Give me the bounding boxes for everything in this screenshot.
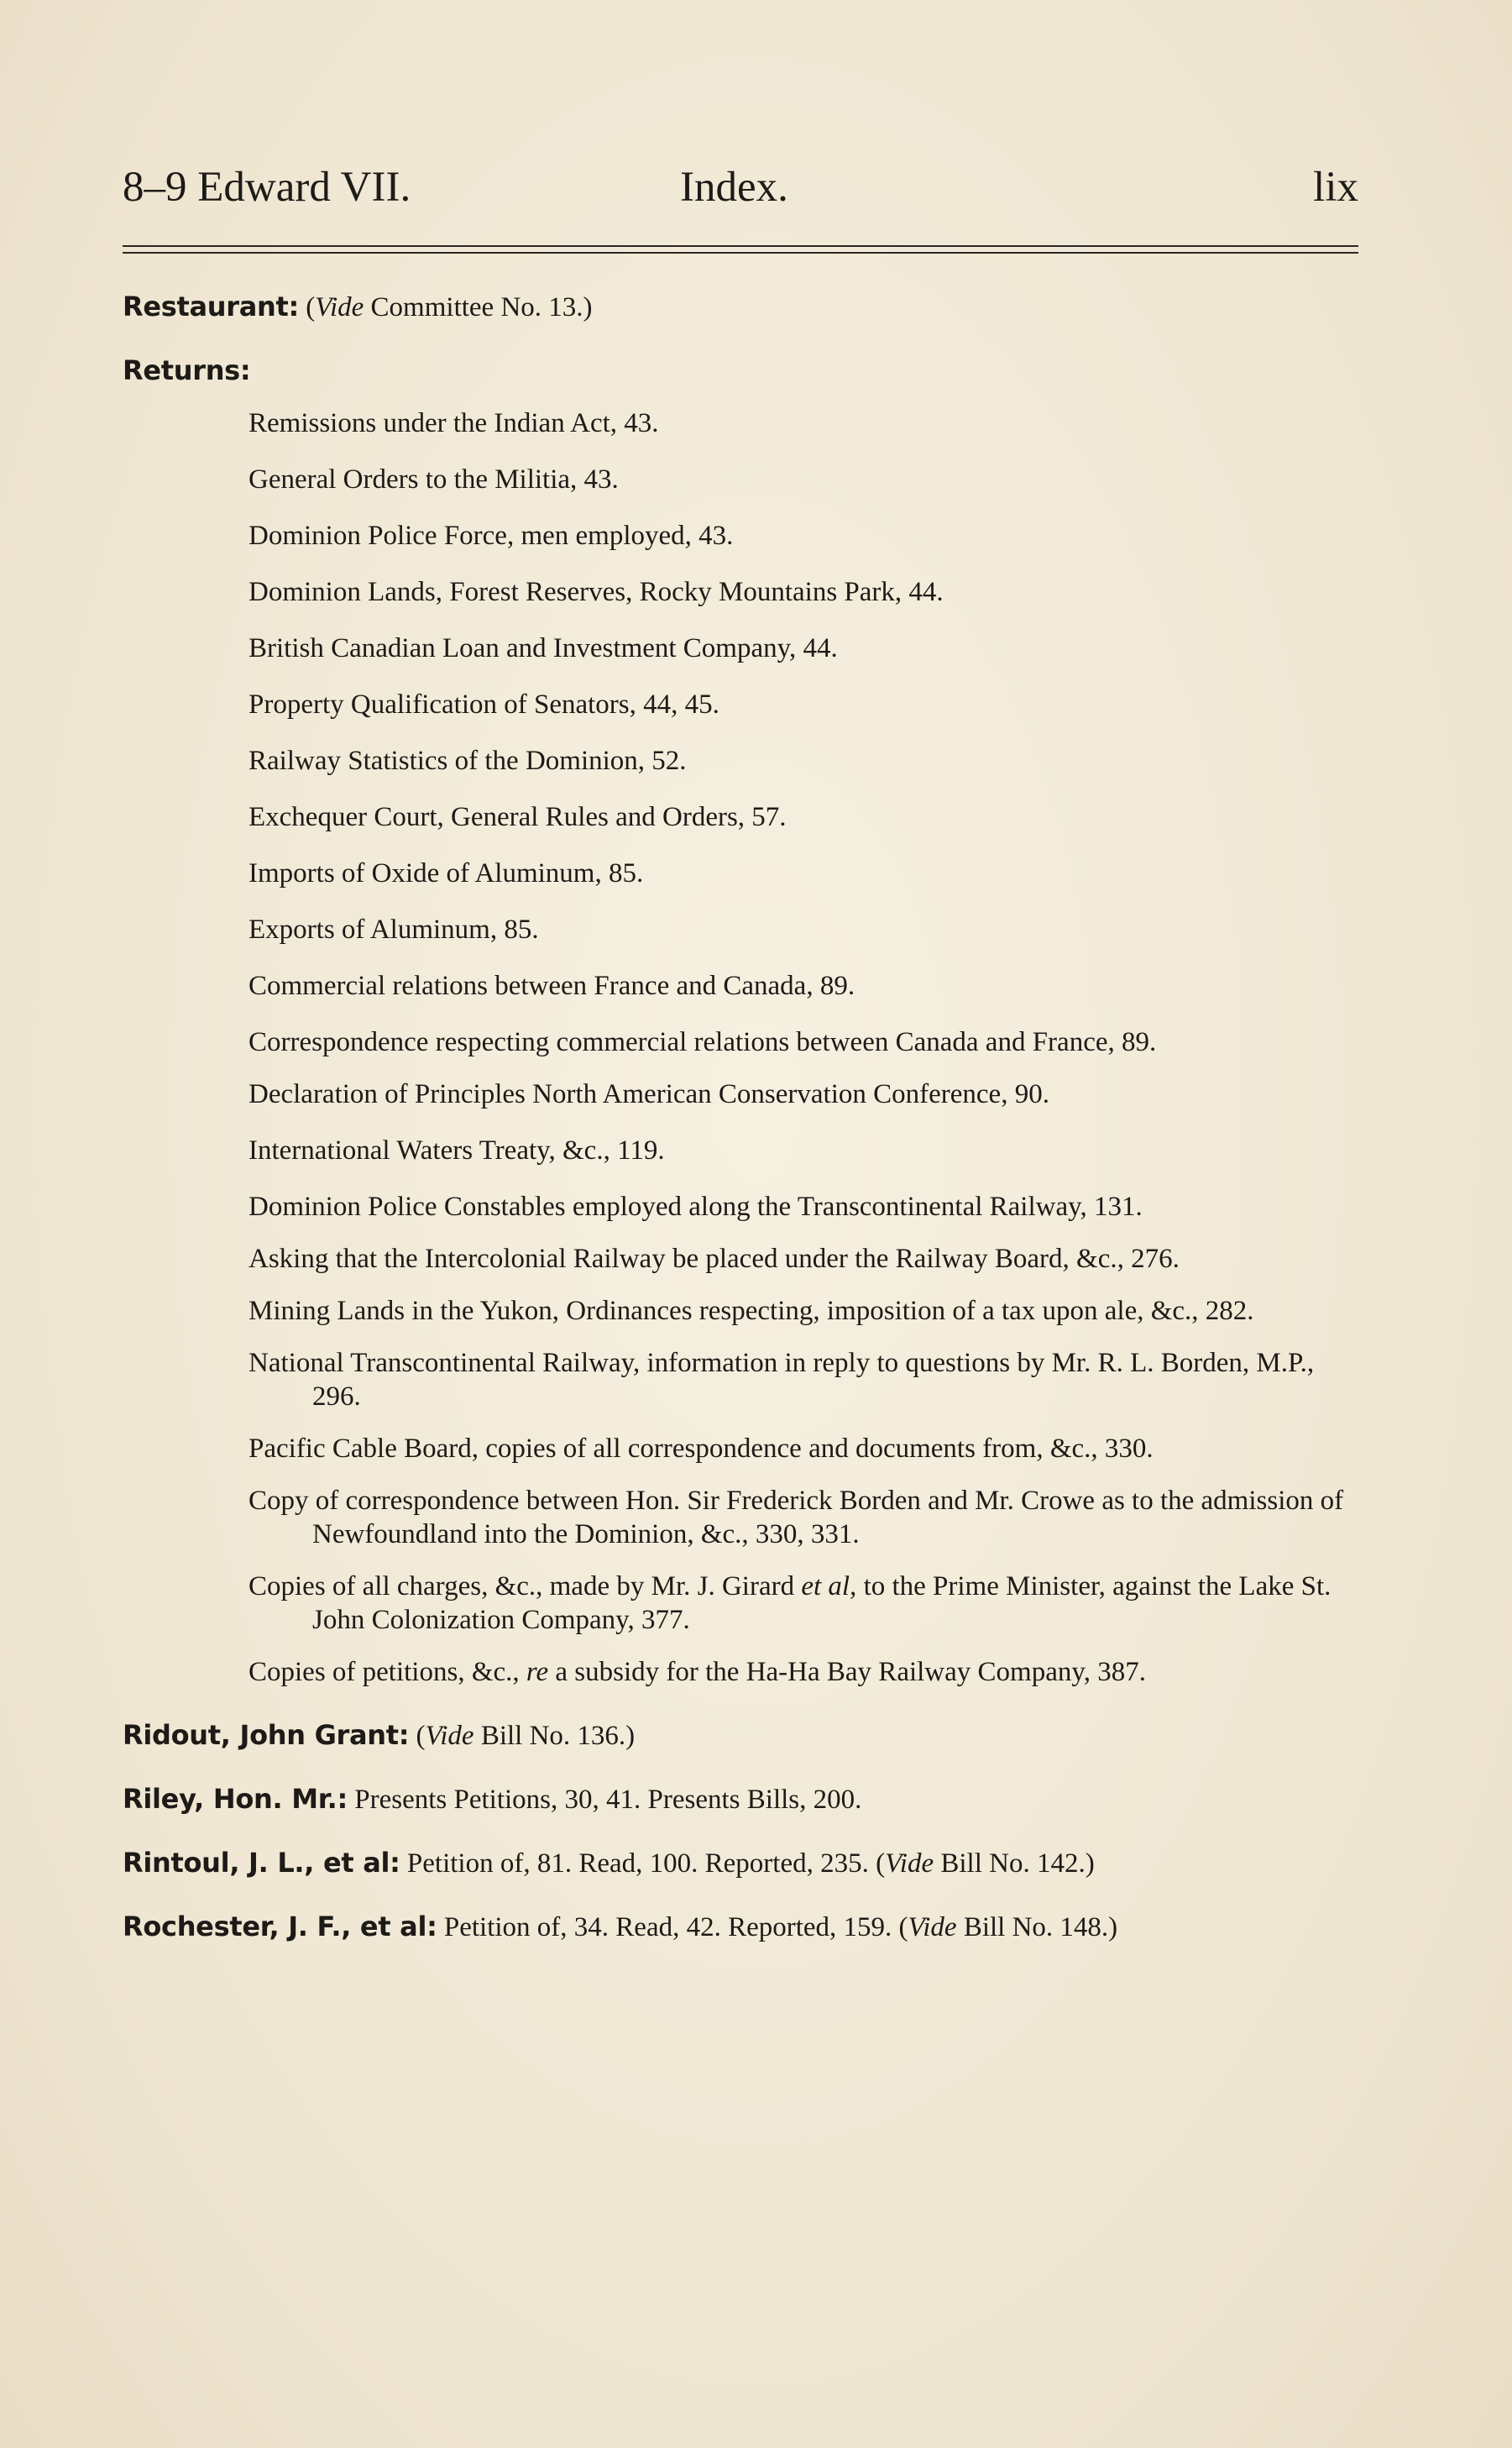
sub-entry: Imports of Oxide of Aluminum, 85. <box>249 858 644 889</box>
session-label: 8–9 Edward VII. <box>123 164 411 211</box>
sub-entry: Property Qualification of Senators, 44, 45. <box>249 689 719 720</box>
index-entry-rochester: Rochester, J. F., et al: Petition of, 34. Read, 42. Reported, 159. (Vide Bill No. 148.) <box>123 1911 1118 1942</box>
sub-entry: Copy of correspondence between Hon. Sir Frederick Borden and Mr. Crowe as to the admission of Newfoundland into the Dominion, &c., 330, 331. <box>249 1486 1344 1549</box>
sub-entry: Remissions under the Indian Act, 43. <box>249 408 659 438</box>
sub-entry: Dominion Lands, Forest Reserves, Rocky Mountains Park, 44. <box>249 577 944 607</box>
sub-entry: Dominion Police Constables employed along the Transcontinental Railway, 131. <box>249 1192 1143 1222</box>
sub-entry: Copies of all charges, &c., made by Mr. J. Girard et al, to the Prime Minister, against the Lake St. John Colonization Company, 377. <box>249 1571 1332 1635</box>
index-body <box>123 290 1368 1944</box>
index-entry-riley: Riley, Hon. Mr.: Presents Petitions, 30, 41. Presents Bills, 200. <box>123 1783 862 1815</box>
index-entry-returns <box>123 354 1368 388</box>
sub-entry: Commercial relations between France and Canada, 89. <box>249 971 855 1001</box>
entry-heading: Rochester, J. F., et al: <box>123 1911 437 1942</box>
entry-heading: Ridout, John Grant: <box>123 1719 410 1751</box>
sub-entry: Asking that the Intercolonial Railway be placed under the Railway Board, &c., 276. <box>249 1244 1180 1274</box>
sub-entry: Mining Lands in the Yukon, Ordinances respecting, imposition of a tax upon ale, &c., 282. <box>249 1296 1254 1326</box>
index-entry-rintoul: Rintoul, J. L., et al: Petition of, 81. Read, 100. Reported, 235. (Vide Bill No. 142.) <box>123 1847 1095 1879</box>
sub-entry: British Canadian Loan and Investment Company, 44. <box>249 633 838 663</box>
sub-entry: Pacific Cable Board, copies of all correspondence and documents from, &c., 330. <box>249 1434 1154 1464</box>
sub-entry: Exports of Aluminum, 85. <box>249 915 539 945</box>
header-rule-bottom <box>123 252 1358 254</box>
page-header <box>123 158 1358 217</box>
entry-heading: Rintoul, J. L., et al: <box>123 1847 400 1879</box>
page-number: lix <box>1313 164 1358 211</box>
index-entry-ridout: Ridout, John Grant: (Vide Bill No. 136.) <box>123 1719 636 1751</box>
sub-entry: National Transcontinental Railway, information in reply to questions by Mr. R. L. Borden, M.P., 296. <box>249 1348 1315 1412</box>
sub-entry: Copies of petitions, &c., re a subsidy for the Ha-Ha Bay Railway Company, 387. <box>249 1657 1146 1687</box>
entry-heading: Returns: <box>123 354 251 386</box>
sub-entry: Dominion Police Force, men employed, 43. <box>249 521 734 551</box>
sub-entry: General Orders to the Militia, 43. <box>249 464 619 495</box>
sub-entry: Correspondence respecting commercial relations between Canada and France, 89. <box>249 1027 1157 1057</box>
sub-entry: Declaration of Principles North American Conservation Conference, 90. <box>249 1079 1049 1109</box>
sub-entry: International Waters Treaty, &c., 119. <box>249 1135 665 1166</box>
entry-heading: Riley, Hon. Mr.: <box>123 1783 348 1815</box>
index-entry-restaurant: Restaurant: (Vide Committee No. 13.) <box>123 291 593 322</box>
entry-heading: Restaurant: <box>123 291 300 322</box>
sub-entry: Railway Statistics of the Dominion, 52. <box>249 746 687 776</box>
sub-entry: Exchequer Court, General Rules and Orders, 57. <box>249 802 787 832</box>
page-title: Index. <box>680 164 788 211</box>
header-rule-top <box>123 245 1358 247</box>
